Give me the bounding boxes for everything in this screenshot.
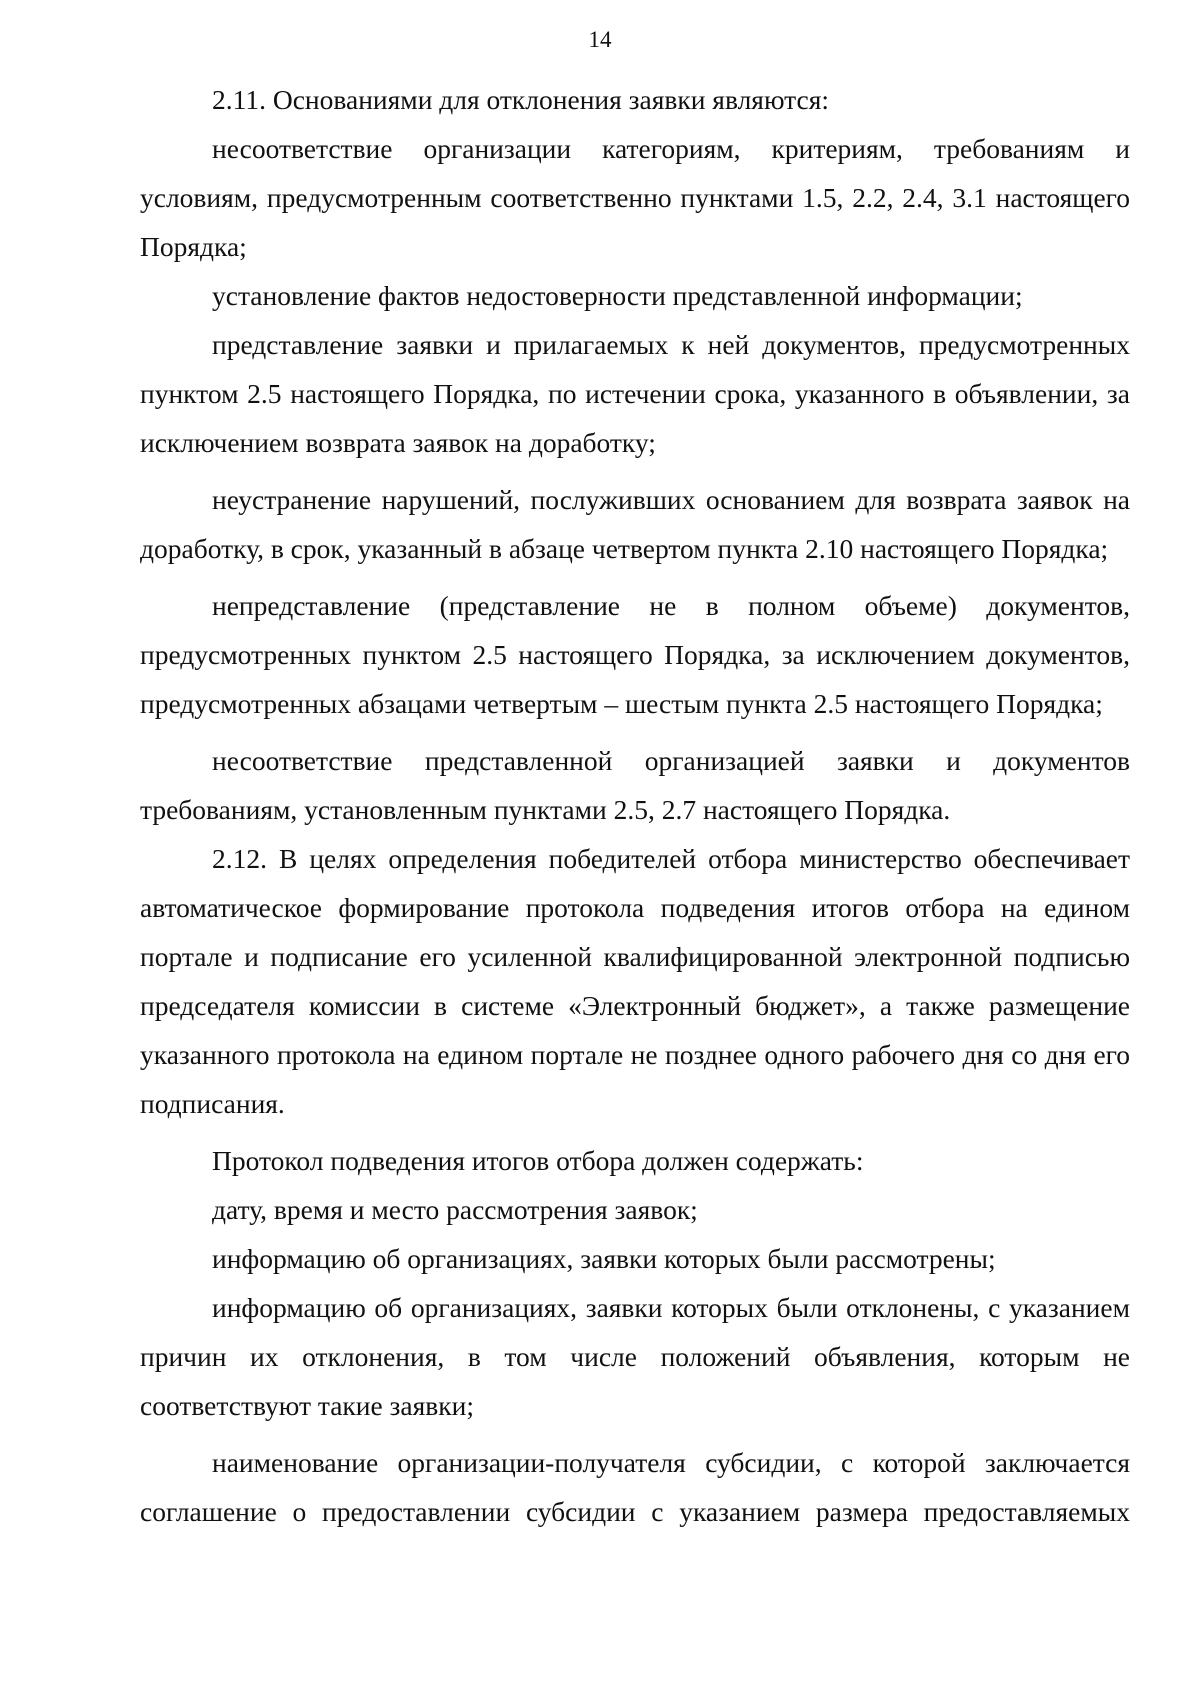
paragraph-reason-late-submission: представление заявки и прилагаемых к ней документов, предусмотренных пунктом 2.5 настоящего Порядка, по истечении срока, указанного в объявлении, за исключением возврата заявок на доработку; [140,329,1130,458]
document-body [140,75,1130,1536]
paragraph-reason-false-information: установление фактов недостоверности представленной информации; [212,280,1023,311]
paragraph-2-12: 2.12. В целях определения победителей отбора министерство обеспечивает автоматическое формирование протокола подведения итогов отбора на едином портале и подписание его усиленной квалифицированной электронной подписью председателя комиссии в системе «Электронный бюджет», а также размещение указанного протокола на едином портале не позднее одного рабочего дня со дня его подписания. [140,843,1130,1119]
paragraph-protocol-contents: Протокол подведения итогов отбора должен содержать: [212,1145,864,1176]
page-number: 14 [588,27,612,52]
paragraph-2-11-heading: 2.11. Основаниями для отклонения заявки являются: [212,84,829,115]
paragraph-protocol-recipient: наименование организации-получателя субсидии, с которой заключается соглашение о предоставлении субсидии с указанием размера предоставляемых [140,1447,1130,1527]
paragraph-protocol-date-place: дату, время и место рассмотрения заявок; [212,1194,698,1225]
paragraph-protocol-rejected: информацию об организациях, заявки которых были отклонены, с указанием причин их отклонения, в том числе положений объявления, которым не соответствуют такие заявки; [140,1292,1130,1421]
paragraph-protocol-reviewed: информацию об организациях, заявки которых были рассмотрены; [212,1243,996,1274]
paragraph-reason-unresolved-violations: неустранение нарушений, послуживших основанием для возврата заявок на доработку, в срок, указанный в абзаце четвертом пункта 2.10 настоящего Порядка; [140,484,1130,564]
paragraph-reason-requirements-mismatch: несоответствие представленной организацией заявки и документов требованиям, установленным пунктами 2.5, 2.7 настоящего Порядка. [140,745,1130,825]
paragraph-reason-missing-documents: непредставление (представление не в полном объеме) документов, предусмотренных пунктом 2.5 настоящего Порядка, за исключением документов, предусмотренных абзацами четвертым – шестым пункта 2.5 настоящего Порядка; [140,590,1130,719]
paragraph-reason-category-mismatch: несоответствие организации категориям, критериям, требованиям и условиям, предусмотренным соответственно пунктами 1.5, 2.2, 2.4, 3.1 настоящего Порядка; [140,133,1130,262]
